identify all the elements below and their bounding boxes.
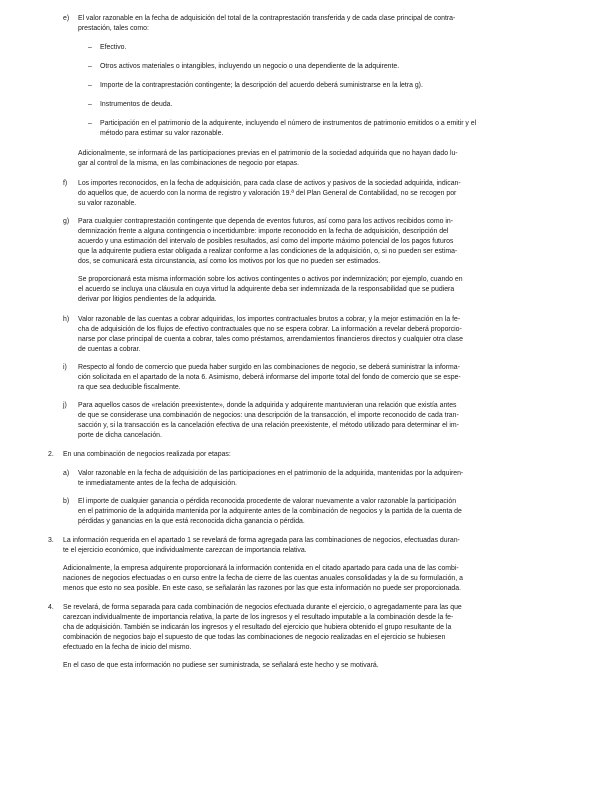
text-line: te el ejercicio económico, que individualmente carezcan de importancia relativa. xyxy=(63,547,307,554)
text-line: te inmediatamente antes de la fecha de adquisición. xyxy=(78,480,237,487)
text-line: carezcan individualmente de importancia relativa, la parte de los ingresos y el resultado imputable a la combinación desde la fe- xyxy=(63,614,454,621)
text-line: dos, se comunicará esta circunstancia, así como los motivos por los que no pueden ser estimados. xyxy=(78,258,381,265)
dash-marker: – xyxy=(88,44,92,51)
text-line: porte de dicha cancelación. xyxy=(78,432,162,439)
text-line: efectuado en la fecha de inicio del mismo. xyxy=(63,644,192,651)
text-line: en el patrimonio de la adquirida mantenida por la adquirente antes de la combinación de negocios y la partida de la cuenta de xyxy=(78,508,462,515)
text-line: Para cualquier contraprestación contingente que dependa de eventos futuros, así como para los activos recibidos como in- xyxy=(78,218,453,225)
text-line: Se proporcionará esta misma información sobre los activos contingentes o activos por indemnización; por ejemplo, cuando en xyxy=(78,276,463,283)
text-line: Respecto al fondo de comercio que pueda haber surgido en las combinaciones de negocio, se deberá suministrar la informa- xyxy=(78,364,460,371)
item-marker-e: e) xyxy=(63,15,70,22)
text-line: de que se considerase una combinación de negocios: una descripción de la transacción, el importe reconocido de cada tran- xyxy=(78,412,459,419)
dash-marker: – xyxy=(88,120,92,127)
text-line: método para estimar su valor razonable. xyxy=(100,130,224,137)
text-line: En el caso de que esta información no pudiese ser suministrada, se señalará este hecho y se motivará. xyxy=(63,662,379,669)
text-line: cha de adquisición. También se indicarán los ingresos y el resultado del ejercicio que hubiera obtenido el grupo resultante de la xyxy=(63,624,452,631)
item-marker-j: j) xyxy=(63,402,67,409)
text-line: demnización frente a alguna contingencia o incertidumbre: importe reconocido en la fecha de adquisición, descripción del xyxy=(78,228,449,235)
text-line: pérdidas y ganancias en la que está reconocida dicha ganancia o pérdida. xyxy=(78,518,305,525)
text-line: Instrumentos de deuda. xyxy=(100,101,173,108)
item-marker-b: b) xyxy=(63,498,70,505)
item-marker-i: i) xyxy=(63,364,67,371)
text-line: menos que esto no sea posible. En este caso, se señalarán las razones por las que esta información no puede ser proporcionada. xyxy=(63,585,461,592)
text-line: sacción y, si la transacción es la cancelación efectiva de una relación preexistente, el método utilizado para determinar el im- xyxy=(78,422,459,429)
text-line: acuerdo y una estimación del intervalo de posibles resultados, así como del importe máximo potencial de los pagos futuros xyxy=(78,238,454,245)
text-line: su valor razonable. xyxy=(78,200,137,207)
dash-marker: – xyxy=(88,63,92,70)
text-line: que la adquirente pudiera estar obligada a realizar conforme a las condiciones de la adquisición, o, si no pueden ser estima- xyxy=(78,248,458,255)
text-line: Para aquellos casos de «relación preexistente», donde la adquirida y adquirente mantuvieran una relación que existía antes xyxy=(78,402,457,409)
section-number-2: 2. xyxy=(48,451,54,458)
text-line: combinación de negocios bajo el supuesto de que todas las combinaciones de negocio realizadas en el ejercicio se hubiesen xyxy=(63,634,446,641)
text-line: ra que sea deducible fiscalmente. xyxy=(78,384,181,391)
text-line: La información requerida en el apartado 1 se revelará de forma agregada para las combinaciones de negocios, efectuadas duran- xyxy=(63,537,460,544)
text-line: el acuerdo se incluya una cláusula en cuya virtud la adquirente deba ser indemnizada de la responsabilidad que se pudiera xyxy=(78,286,455,293)
text-line: do aquellos que, de acuerdo con la norma de registro y valoración 19.ª del Plan General de Contabilidad, no se recogen por xyxy=(78,190,457,197)
item-marker-g: g) xyxy=(63,218,70,225)
text-line: Adicionalmente, la empresa adquirente proporcionará la información contenida en el citado apartado para cada una de las combi- xyxy=(63,565,459,572)
text-line: El importe de cualquier ganancia o pérdida reconocida procedente de valorar nuevamente a valor razonable la participación xyxy=(78,498,457,505)
text-line: naciones de negocios efectuadas o en curso entre la fecha de cierre de las cuentas anuales consolidadas y la de su formulación, a xyxy=(63,575,463,582)
text-line: Otros activos materiales o intangibles, incluyendo un negocio o una dependiente de la adquirente. xyxy=(100,63,400,70)
item-marker-a: a) xyxy=(63,470,70,477)
text-line: Efectivo. xyxy=(100,44,127,51)
text-line: Valor razonable en la fecha de adquisición de las participaciones en el patrimonio de la adquirida, mantenidas por la adquiren- xyxy=(78,470,464,477)
text-line: gar al control de la misma, en las combinaciones de negocio por etapas. xyxy=(78,160,300,167)
section-number-4: 4. xyxy=(48,604,54,611)
text-line: Participación en el patrimonio de la adquirente, incluyendo el número de instrumentos de patrimonio emitidos o a emitir y el xyxy=(100,120,477,127)
text-line: cha de adquisición de los flujos de efectivo contractuales que no se espera cobrar. La información a revelar deberá proporcio- xyxy=(78,326,462,333)
text-line: Los importes reconocidos, en la fecha de adquisición, para cada clase de activos y pasivos de la sociedad adquirida, indican- xyxy=(78,180,461,187)
dash-marker: – xyxy=(88,101,92,108)
text-line: El valor razonable en la fecha de adquisición del total de la contraprestación transferida y de cada clase principal de contra- xyxy=(78,15,456,22)
text-line: Importe de la contraprestación contingente; la descripción del acuerdo deberá suministrarse en la letra g). xyxy=(100,82,423,89)
text-line: Se revelará, de forma separada para cada combinación de negocios efectuada durante el ejercicio, o agregadamente para las que xyxy=(63,604,462,611)
item-marker-h: h) xyxy=(63,316,70,323)
text-line: de cuentas a cobrar. xyxy=(78,346,141,353)
text-line: derivar por litigios pendientes de la adquirida. xyxy=(78,296,217,303)
text-line: narse por clase principal de cuenta a cobrar, tales como préstamos, arrendamientos financieros directos y cualquier otra clase xyxy=(78,336,463,343)
text-line: Adicionalmente, se informará de las participaciones previas en el patrimonio de la sociedad adquirida que no hayan dado lu- xyxy=(78,150,458,157)
section-heading: En una combinación de negocios realizada por etapas: xyxy=(63,451,231,458)
text-line: ción solicitada en el apartado de la nota 6. Asimismo, deberá informarse del importe total del fondo de comercio que se espe- xyxy=(78,374,461,381)
dash-marker: – xyxy=(88,82,92,89)
text-line: Valor razonable de las cuentas a cobrar adquiridas, los importes contractuales brutos a cobrar, y la mejor estimación en la fe- xyxy=(78,316,461,323)
item-marker-f: f) xyxy=(63,180,68,187)
section-number-3: 3. xyxy=(48,537,54,544)
text-line: prestación, tales como: xyxy=(78,25,149,32)
